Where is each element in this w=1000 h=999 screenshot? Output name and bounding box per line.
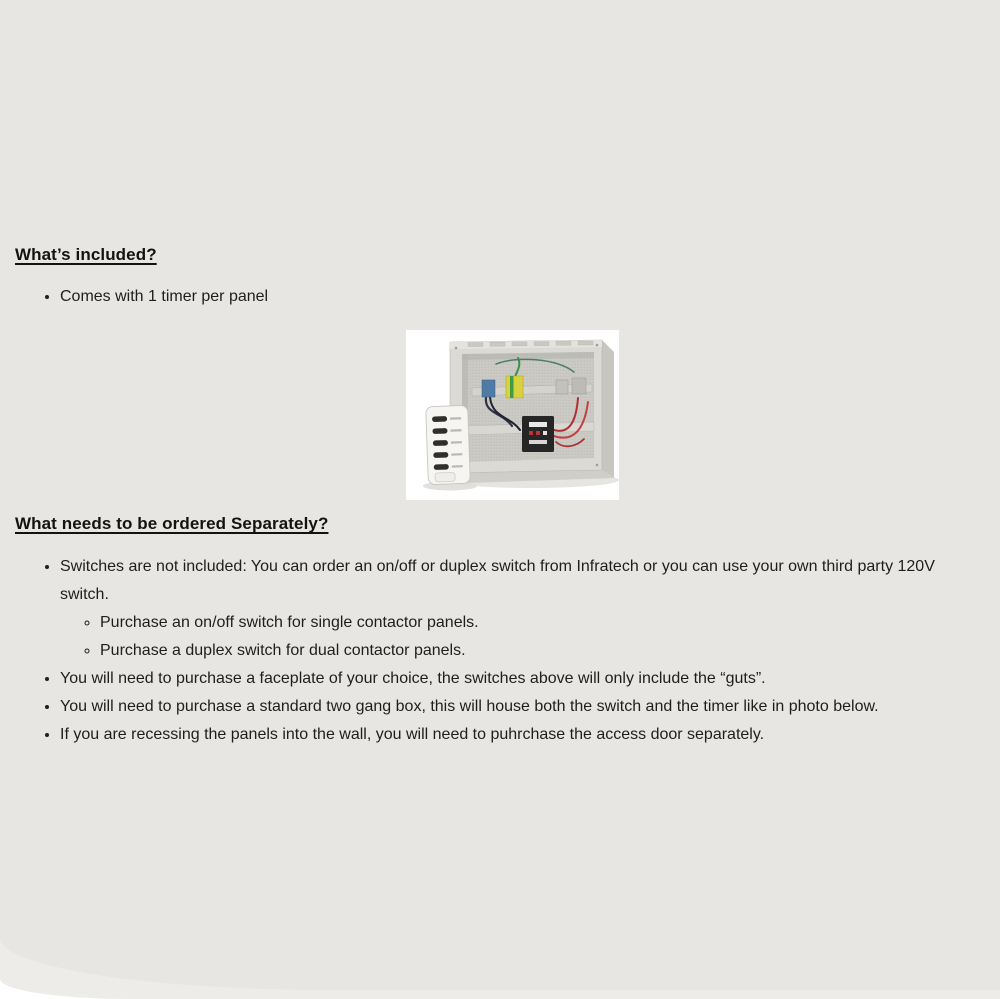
included-list [15, 283, 955, 311]
list-item [60, 553, 955, 665]
product-photo [406, 330, 619, 500]
ordered-separately-heading: What needs to be ordered Separately? [15, 514, 329, 534]
timer-button [435, 473, 455, 483]
ordered-separately-list [15, 553, 955, 749]
list-item: • You will need to purchase a faceplate of your choice, the switches above will only include the “guts”. [60, 665, 955, 693]
blue-terminal-block [482, 380, 495, 397]
list-item-text: Switches are not included: You can order an on/off or duplex switch from Infratech or you can use your own third party 120V switch. [60, 557, 935, 603]
contactor [522, 416, 554, 452]
whats-included-heading: What’s included? [15, 245, 157, 264]
list-item: • If you are recessing the panels into the wall, you will need to puhrchase the access door separately. [60, 721, 955, 749]
timer-unit [426, 406, 471, 485]
switch-sub-list [60, 609, 955, 665]
contactor-panel-photo-art [406, 330, 619, 500]
contactor-box [450, 340, 614, 483]
sub-list-item: ◦ Purchase an on/off switch for single contactor panels. [100, 609, 955, 637]
list-item: • You will need to purchase a standard two gang box, this will house both the switch and the timer like in photo below. [60, 693, 955, 721]
sub-list-item: ◦ Purchase a duplex switch for dual contactor panels. [100, 637, 955, 665]
yellow-terminal-block [506, 376, 523, 398]
list-item: • Comes with 1 timer per panel [60, 283, 955, 311]
